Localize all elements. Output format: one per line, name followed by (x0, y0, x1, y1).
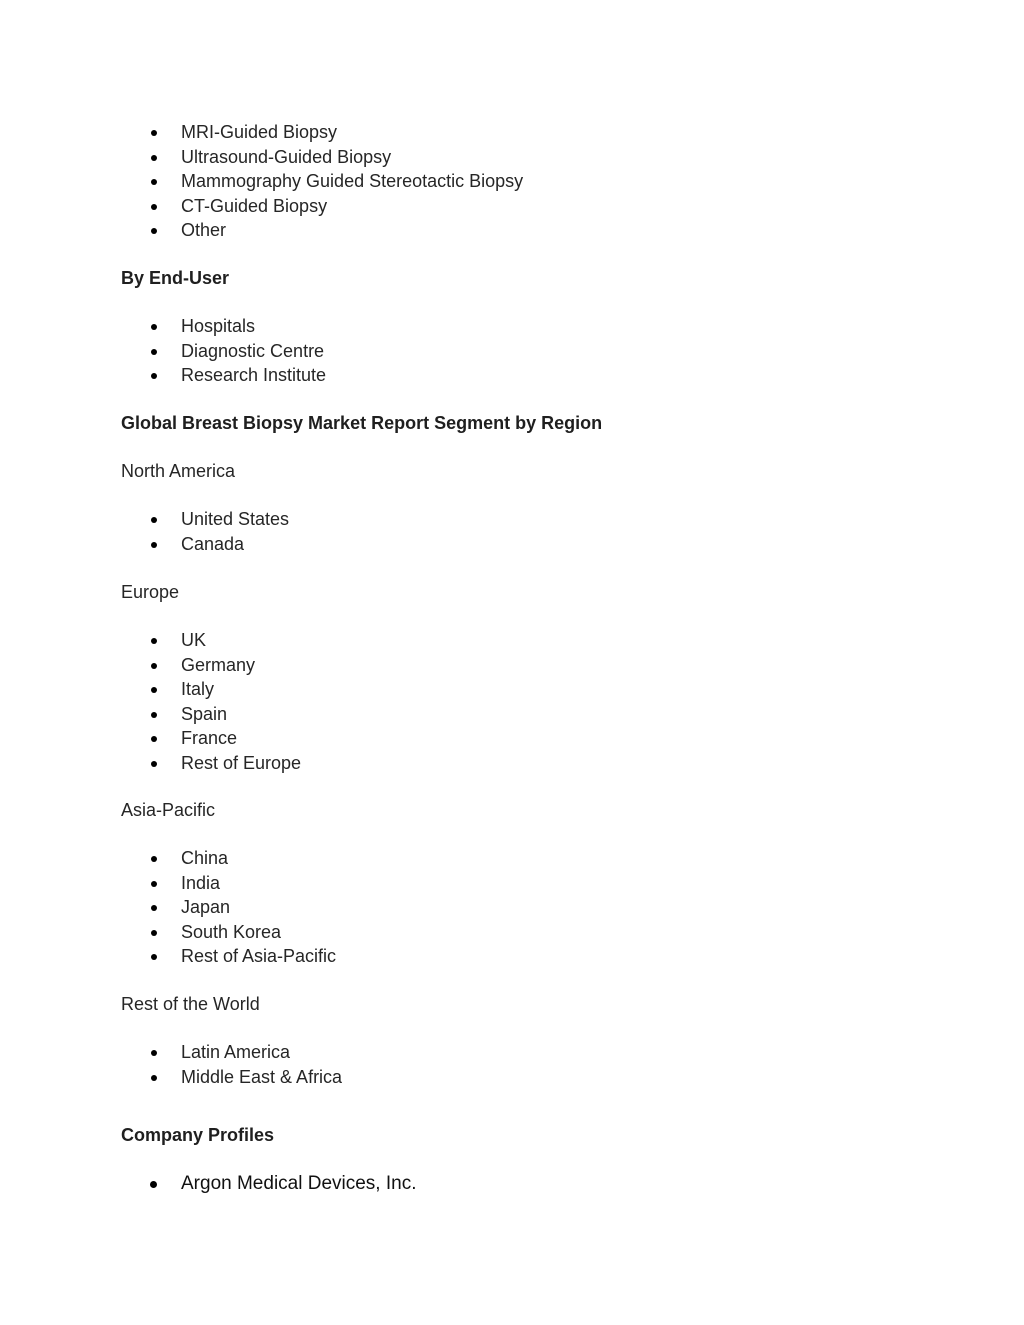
bullet-icon (151, 856, 157, 862)
asia-pacific-list-block (121, 846, 921, 969)
bullet-icon (151, 542, 157, 548)
list-item: United States (121, 507, 921, 532)
bullet-icon (151, 712, 157, 718)
list-item: Rest of Asia-Pacific (121, 944, 921, 969)
list-item: India (121, 871, 921, 896)
bullet-icon (151, 761, 157, 767)
bullet-icon (151, 954, 157, 960)
bullet-icon (151, 179, 157, 185)
bullet-icon (151, 228, 157, 234)
bullet-icon (150, 1181, 157, 1188)
asia-pacific-label: Asia-Pacific (121, 800, 216, 820)
list-item: Middle East & Africa (121, 1065, 921, 1090)
bullet-icon (151, 1075, 157, 1081)
bullet-icon (151, 663, 157, 669)
list-item: Rest of Europe (121, 751, 921, 776)
region-heading: Global Breast Biopsy Market Report Segment by Region (121, 413, 603, 433)
bullet-icon (151, 373, 157, 379)
bullet-icon (151, 638, 157, 644)
end-user-list-block (121, 314, 921, 388)
bullet-icon (151, 881, 157, 887)
rest-of-world-label: Rest of the World (121, 994, 260, 1014)
list-item: Germany (121, 653, 921, 678)
end-user-list (121, 314, 921, 388)
modality-list-block (121, 120, 921, 243)
list-item: Italy (121, 677, 921, 702)
list-item: Research Institute (121, 363, 921, 388)
list-item: Diagnostic Centre (121, 339, 921, 364)
bullet-icon (151, 687, 157, 693)
list-item: Spain (121, 702, 921, 727)
list-item: CT-Guided Biopsy (121, 194, 921, 219)
list-item: Argon Medical Devices, Inc. (121, 1172, 921, 1197)
list-item: Canada (121, 532, 921, 557)
list-item: France (121, 726, 921, 751)
bullet-icon (151, 349, 157, 355)
list-item: UK (121, 628, 921, 653)
europe-list (121, 628, 921, 775)
bullet-icon (151, 736, 157, 742)
list-item: Other (121, 218, 921, 243)
north-america-label: North America (121, 461, 236, 481)
list-item: Ultrasound-Guided Biopsy (121, 145, 921, 170)
list-item: South Korea (121, 920, 921, 945)
company-profiles-heading: Company Profiles (121, 1125, 275, 1145)
bullet-icon (151, 324, 157, 330)
bullet-icon (151, 130, 157, 136)
asia-pacific-list (121, 846, 921, 969)
north-america-list-block (121, 507, 921, 556)
list-item: Japan (121, 895, 921, 920)
list-item: Mammography Guided Stereotactic Biopsy (121, 169, 921, 194)
rest-of-world-list (121, 1040, 921, 1089)
bullet-icon (151, 517, 157, 523)
bullet-icon (151, 155, 157, 161)
list-item: Latin America (121, 1040, 921, 1065)
end-user-heading: By End-User (121, 268, 230, 288)
north-america-list (121, 507, 921, 556)
bullet-icon (151, 204, 157, 210)
list-item: Hospitals (121, 314, 921, 339)
modality-list (121, 120, 921, 243)
company-profiles-list-block (121, 1172, 921, 1197)
bullet-icon (151, 1050, 157, 1056)
bullet-icon (151, 905, 157, 911)
bullet-icon (151, 930, 157, 936)
europe-list-block (121, 628, 921, 775)
list-item: MRI-Guided Biopsy (121, 120, 921, 145)
rest-of-world-list-block (121, 1040, 921, 1089)
company-profiles-list (121, 1172, 921, 1197)
europe-label: Europe (121, 582, 180, 602)
list-item: China (121, 846, 921, 871)
